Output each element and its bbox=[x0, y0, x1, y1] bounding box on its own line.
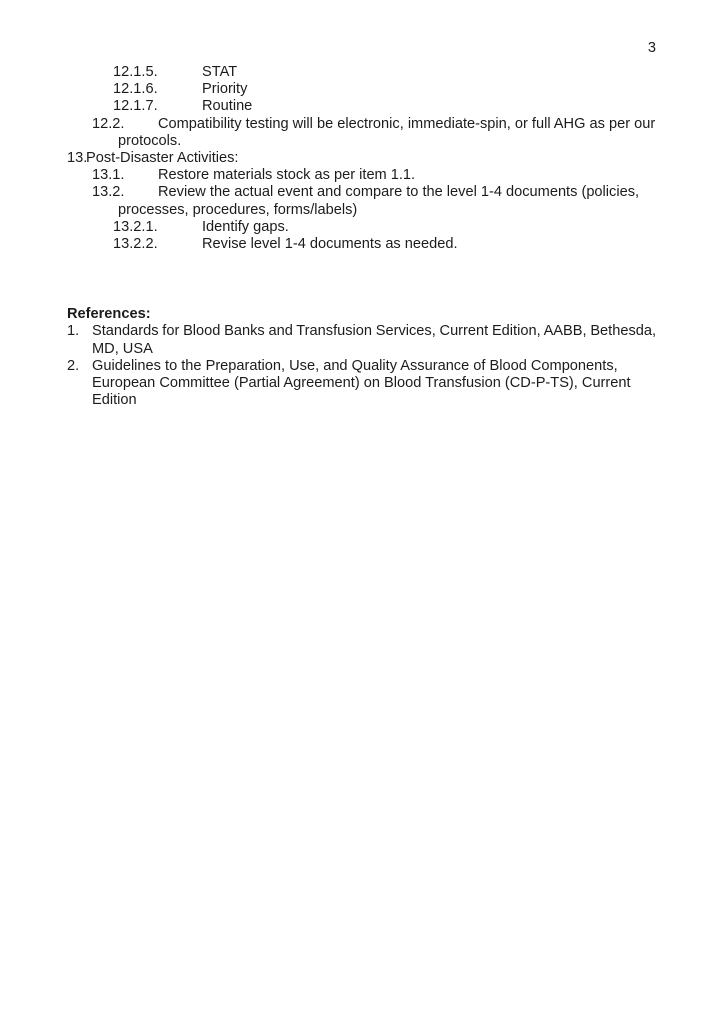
reference-line: Edition bbox=[92, 392, 137, 409]
item-number: 13.2.2. bbox=[113, 236, 158, 253]
reference-line: Standards for Blood Banks and Transfusion Services, Current Edition, AABB, Bethesda, bbox=[92, 323, 657, 340]
item-line: Compatibility testing will be electronic, immediate-spin, or full AHG as per our bbox=[158, 115, 656, 132]
reference-line: MD, USA bbox=[92, 340, 153, 357]
reference-number: 2. bbox=[67, 357, 80, 374]
item-line: STAT bbox=[202, 64, 238, 80]
list-item-12-1-5 bbox=[67, 64, 656, 81]
item-number: 12.1.5. bbox=[113, 64, 158, 80]
list-item-13-2-1 bbox=[67, 219, 656, 236]
reference-item-1 bbox=[67, 323, 656, 357]
list-item-13 bbox=[67, 150, 656, 167]
item-number: 12.2. bbox=[92, 115, 125, 132]
list-item-12-2 bbox=[67, 116, 656, 150]
item-number: 13. bbox=[67, 150, 88, 167]
item-line: Priority bbox=[202, 81, 248, 98]
item-line: Restore materials stock as per item 1.1. bbox=[158, 167, 416, 184]
item-number: 12.1.7. bbox=[113, 98, 158, 115]
document-content bbox=[67, 64, 656, 409]
list-item-13-1 bbox=[67, 167, 656, 184]
item-number: 13.1. bbox=[92, 167, 125, 184]
item-line: Identify gaps. bbox=[202, 218, 289, 235]
item-number: 12.1.6. bbox=[113, 81, 158, 98]
list-item-12-1-6 bbox=[67, 81, 656, 98]
item-line: protocols. bbox=[118, 132, 182, 149]
list-item-13-2-2 bbox=[67, 236, 656, 253]
page-number: 3 bbox=[647, 40, 656, 56]
reference-line: Guidelines to the Preparation, Use, and Quality Assurance of Blood Components, bbox=[92, 357, 618, 374]
item-number: 13.2. bbox=[92, 184, 125, 201]
references-heading: References: bbox=[67, 306, 151, 323]
item-line: Revise level 1-4 documents as needed. bbox=[202, 236, 458, 253]
item-line: Review the actual event and compare to the level 1-4 documents (policies, bbox=[158, 184, 640, 201]
list-item-12-1-7 bbox=[67, 98, 656, 115]
reference-number: 1. bbox=[67, 323, 80, 340]
item-line: Post-Disaster Activities: bbox=[86, 150, 239, 167]
item-number: 13.2.1. bbox=[113, 218, 158, 235]
list-item-13-2 bbox=[67, 184, 656, 218]
reference-line: European Committee (Partial Agreement) on Blood Transfusion (CD-P-TS), Current bbox=[92, 375, 631, 392]
item-line: Routine bbox=[202, 98, 253, 115]
reference-item-2 bbox=[67, 358, 656, 410]
item-line: processes, procedures, forms/labels) bbox=[118, 201, 358, 218]
